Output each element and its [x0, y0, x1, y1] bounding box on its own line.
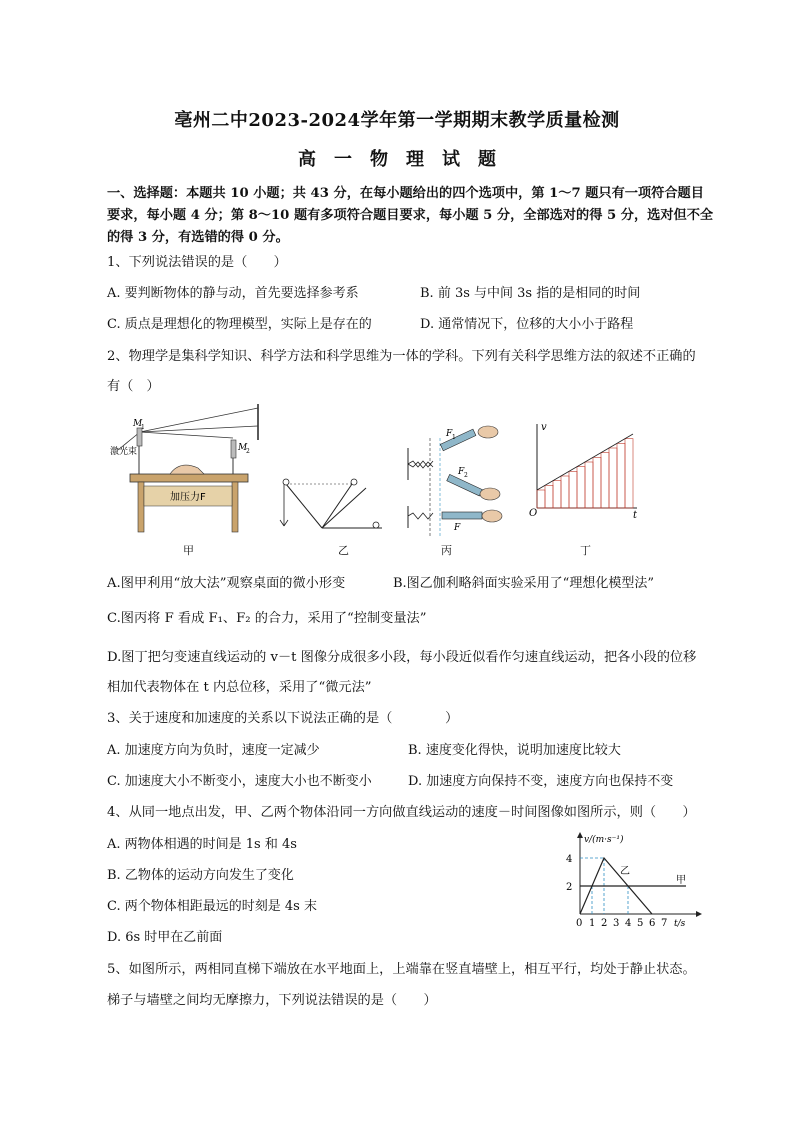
ytick-4: 4 — [566, 854, 573, 865]
xtick-6: 6 — [649, 918, 656, 929]
q2-option-a: A.图甲利用“放大法”观察桌面的微小形变 — [107, 576, 346, 591]
vt-strip — [601, 453, 609, 508]
vt-strip — [609, 448, 617, 508]
figure-jia-mirror-table — [108, 400, 268, 540]
q1-option-a: A. 要判断物体的静与动，首先要选择参考系 — [107, 286, 359, 301]
vt-strip — [617, 443, 625, 508]
q3-option-a: A. 加速度方向为负时，速度一定减少 — [107, 743, 320, 758]
q2-option-d-line-2: 相加代表物体在 t 内总位移，采用了“微元法” — [107, 680, 372, 695]
q2-option-d-line-1: D.图丁把匀变速直线运动的 v－t 图像分成很多小段，每小段近似看作匀速直线运动，把各小段的位移 — [107, 650, 697, 665]
q3-option-c: C. 加速度大小不断变小，速度大小也不断变小 — [107, 774, 372, 789]
vt-strip — [585, 462, 593, 508]
xtick-3: 3 — [613, 918, 620, 929]
q2-option-c: C.图丙将 F 看成 F₁、F₂ 的合力，采用了“控制变量法” — [107, 611, 427, 626]
vt-strip — [593, 457, 601, 508]
vt-strip — [537, 490, 545, 508]
label-f2-sub: 2 — [464, 472, 468, 479]
label-f: F — [454, 523, 461, 533]
q4-vt-graph — [556, 828, 706, 932]
label-t: t — [633, 510, 638, 520]
graph-xlabel: t/s — [674, 919, 686, 929]
label-m2: M — [238, 443, 248, 453]
caption-yi: 乙 — [338, 544, 349, 557]
label-f2: F — [458, 467, 465, 477]
section-instructions-line-2: 要求，每小题 4 分；第 8～10 题有多项符合题目要求，每小题 5 分，全部选对的得 5 分，选对但不全 — [107, 208, 714, 223]
q1-option-c: C. 质点是理想化的物理模型，实际上是存在的 — [107, 317, 372, 332]
q4-option-d: D. 6s 时甲在乙前面 — [107, 930, 223, 945]
xtick-1: 1 — [589, 918, 596, 929]
label-jia: 甲 — [676, 875, 686, 886]
label-m1-sub: 1 — [141, 424, 145, 431]
figure-bing-force-springs — [400, 418, 508, 538]
graph-ylabel: v/(m·s⁻¹) — [584, 835, 624, 845]
xtick-0: 0 — [576, 918, 583, 929]
section-instructions-line-3: 的得 3 分，有选错的得 0 分。 — [107, 230, 289, 245]
q3-stem: 3、关于速度和加速度的关系以下说法正确的是（ ） — [107, 711, 459, 726]
vt-strips — [537, 439, 633, 508]
label-f1: F — [446, 429, 453, 439]
label-f1-sub: 1 — [452, 434, 456, 441]
caption-bing: 丙 — [441, 544, 452, 557]
xtick-4: 4 — [625, 918, 632, 929]
xtick-5: 5 — [637, 918, 644, 929]
label-v: v — [541, 422, 547, 433]
figure-ding-vt-strips — [525, 420, 641, 520]
label-m2-sub: 2 — [246, 448, 250, 455]
vt-strip — [625, 439, 633, 508]
vt-strip — [577, 467, 585, 508]
vt-strip — [569, 471, 577, 508]
q4-option-a: A. 两物体相遇的时间是 1s 和 4s — [107, 837, 297, 852]
q2-option-b: B.图乙伽利略斜面实验采用了“理想化模型法” — [393, 576, 654, 591]
label-yi: 乙 — [620, 866, 630, 877]
label-laser: 激光束 — [110, 447, 138, 457]
q1-option-d: D. 通常情况下，位移的大小小于路程 — [420, 317, 634, 332]
q5-stem-line-2: 梯子与墙壁之间均无摩擦力，下列说法错误的是（ ） — [107, 993, 437, 1008]
q4-stem: 4、从同一地点出发，甲、乙两个物体沿同一方向做直线运动的速度－时间图像如图所示，则（ ） — [107, 805, 696, 820]
q2-stem-line-1: 2、物理学是集科学知识、科学方法和科学思维为一体的学科。下列有关科学思维方法的叙述不正确的 — [107, 349, 696, 364]
exam-subtitle: 高 一 物 理 试 题 — [298, 149, 496, 170]
q4-option-b: B. 乙物体的运动方向发生了变化 — [107, 868, 294, 883]
exam-title: 亳州二中2023-2024学年第一学期期末教学质量检测 — [174, 110, 620, 131]
vt-strip — [561, 476, 569, 508]
q1-option-b: B. 前 3s 与中间 3s 指的是相同的时间 — [420, 286, 641, 301]
q4-option-c: C. 两个物体相距最远的时刻是 4s 末 — [107, 899, 317, 914]
section-instructions-line-1: 一、选择题：本题共 10 小题；共 43 分，在每小题给出的四个选项中，第 1～7 题只有一项符合题目 — [107, 186, 704, 201]
caption-ding: 丁 — [580, 544, 591, 557]
vt-strip — [553, 481, 561, 508]
label-press-force: 加压力F — [170, 492, 206, 503]
q2-stem-line-2: 有（ ） — [107, 379, 160, 394]
label-o: O — [529, 508, 538, 519]
figure-yi-inclines — [278, 470, 388, 540]
q3-option-b: B. 速度变化得快，说明加速度比较大 — [408, 743, 621, 758]
xtick-2: 2 — [601, 918, 608, 929]
q3-option-d: D. 加速度方向保持不变，速度方向也保持不变 — [408, 774, 674, 789]
vt-strip — [545, 485, 553, 508]
xtick-7: 7 — [661, 918, 668, 929]
q1-stem: 1、下列说法错误的是（ ） — [107, 255, 287, 270]
label-m1: M — [133, 419, 143, 429]
q5-stem-line-1: 5、如图所示，两相同直梯下端放在水平地面上，上端靠在竖直墙壁上，相互平行，均处于静止状态。 — [107, 962, 696, 977]
ytick-2: 2 — [566, 882, 573, 893]
caption-jia: 甲 — [183, 544, 194, 557]
